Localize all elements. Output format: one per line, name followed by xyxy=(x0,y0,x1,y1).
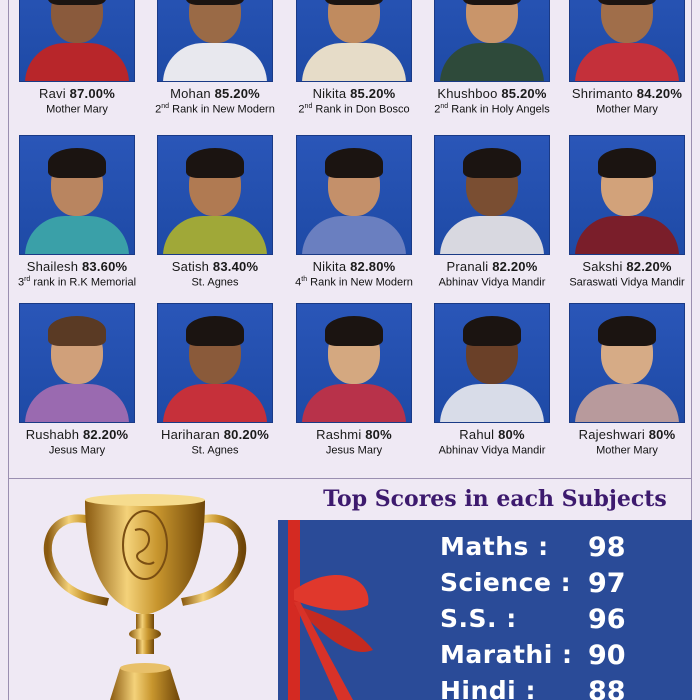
score-row-hindi xyxy=(440,676,680,700)
student-card xyxy=(8,0,146,116)
score-row-ss xyxy=(440,604,680,638)
student-first-name: Khushboo xyxy=(437,86,498,101)
student-photo xyxy=(434,135,550,255)
student-school: St. Agnes xyxy=(191,276,239,289)
student-first-name: Sakshi xyxy=(582,259,623,274)
student-photo xyxy=(569,303,685,423)
rank-number: 4 xyxy=(295,276,302,289)
subject-score: 96 xyxy=(588,604,626,635)
student-photo xyxy=(157,135,273,255)
student-first-name: Nikita xyxy=(312,86,347,101)
student-score: 80% xyxy=(365,427,392,442)
rank-suffix: nd xyxy=(440,103,449,110)
subject-label: Science : xyxy=(440,568,572,597)
subject-label: Marathi : xyxy=(440,640,573,669)
subject-score: 97 xyxy=(588,568,626,599)
student-first-name: Ravi xyxy=(39,86,66,101)
student-school: Abhinav Vidya Mandir xyxy=(438,276,546,289)
student-card xyxy=(423,135,561,289)
student-photo xyxy=(569,135,685,255)
student-first-name: Shailesh xyxy=(26,259,79,274)
trophy-icon xyxy=(30,490,260,700)
student-card xyxy=(423,0,561,116)
subject-score: 90 xyxy=(588,640,626,671)
student-score: 87.00% xyxy=(69,86,115,101)
student-card xyxy=(8,135,146,289)
rank-suffix: th xyxy=(301,276,308,283)
rank-suffix: nd xyxy=(161,103,170,110)
student-card xyxy=(558,135,696,289)
student-score: 82.20% xyxy=(492,259,538,274)
student-school: Mother Mary xyxy=(596,444,658,457)
student-score: 80.20% xyxy=(223,427,269,442)
student-card xyxy=(285,135,423,289)
subject-score: 88 xyxy=(588,676,626,700)
student-school: St. Agnes xyxy=(191,444,239,457)
student-card xyxy=(423,303,561,457)
student-school: Rank in Don Bosco xyxy=(315,103,410,116)
student-score: 83.40% xyxy=(212,259,259,274)
student-school: Jesus Mary xyxy=(325,444,383,457)
subject-label: Maths : xyxy=(440,532,549,561)
student-score: 85.20% xyxy=(214,86,260,101)
student-first-name: Rahul xyxy=(459,427,495,442)
student-school: Mother Mary xyxy=(596,103,658,116)
rank-number: 2 xyxy=(434,103,441,116)
rank-number: 2 xyxy=(298,103,305,116)
student-photo xyxy=(296,0,412,82)
student-first-name: Rushabh xyxy=(25,427,80,442)
student-school: Saraswati Vidya Mandir xyxy=(569,276,685,289)
student-score: 82.20% xyxy=(82,427,129,442)
student-grid xyxy=(10,0,690,470)
student-first-name: Rajeshwari xyxy=(578,427,645,442)
student-score: 85.20% xyxy=(350,86,396,101)
subject-label: Hindi : xyxy=(440,676,536,700)
student-school: Abhinav Vidya Mandir xyxy=(438,444,546,457)
student-score: 80% xyxy=(648,427,676,442)
score-row-maths xyxy=(440,532,680,566)
student-photo xyxy=(19,135,135,255)
student-photo xyxy=(434,303,550,423)
student-score: 82.80% xyxy=(350,259,396,274)
student-card xyxy=(285,303,423,457)
student-score: 83.60% xyxy=(81,259,128,274)
student-photo xyxy=(19,0,135,82)
student-card xyxy=(285,0,423,116)
section-divider xyxy=(8,478,692,479)
student-school: rank in R.K Memorial xyxy=(33,276,137,289)
student-score: 82.20% xyxy=(626,259,672,274)
student-school: Rank in New Modern xyxy=(172,103,275,116)
student-photo xyxy=(434,0,550,82)
student-card xyxy=(146,135,284,289)
student-first-name: Hariharan xyxy=(161,427,220,442)
student-card xyxy=(146,303,284,457)
student-first-name: Satish xyxy=(171,259,210,274)
student-score: 80% xyxy=(498,427,525,442)
student-score: 85.20% xyxy=(501,86,547,101)
student-first-name: Shrimanto xyxy=(571,86,633,101)
student-photo xyxy=(569,0,685,82)
student-card xyxy=(8,303,146,457)
subject-score: 98 xyxy=(588,532,626,563)
student-photo xyxy=(157,303,273,423)
student-card xyxy=(146,0,284,116)
student-school: Jesus Mary xyxy=(48,444,106,457)
top-scores-panel xyxy=(278,520,692,700)
student-school: Rank in New Modern xyxy=(310,276,413,289)
student-card xyxy=(558,0,696,116)
rank-number: 2 xyxy=(155,103,162,116)
student-photo xyxy=(157,0,273,82)
student-school: Rank in Holy Angels xyxy=(451,103,550,116)
rank-suffix: rd xyxy=(24,276,31,283)
student-photo xyxy=(296,303,412,423)
student-photo xyxy=(19,303,135,423)
student-first-name: Rashmi xyxy=(316,427,362,442)
student-first-name: Pranali xyxy=(446,259,489,274)
student-card xyxy=(558,303,696,457)
student-first-name: Nikita xyxy=(312,259,347,274)
subject-label: S.S. : xyxy=(440,604,517,633)
student-first-name: Mohan xyxy=(170,86,211,101)
top-scores-title: Top Scores in each Subjects xyxy=(323,486,667,512)
rank-suffix: nd xyxy=(304,103,313,110)
ribbon-icon xyxy=(278,520,388,700)
rank-number: 3 xyxy=(17,276,25,289)
student-photo xyxy=(296,135,412,255)
student-school: Mother Mary xyxy=(46,103,108,116)
score-row-science xyxy=(440,568,680,602)
score-row-marathi xyxy=(440,640,680,674)
student-score: 84.20% xyxy=(636,86,683,101)
